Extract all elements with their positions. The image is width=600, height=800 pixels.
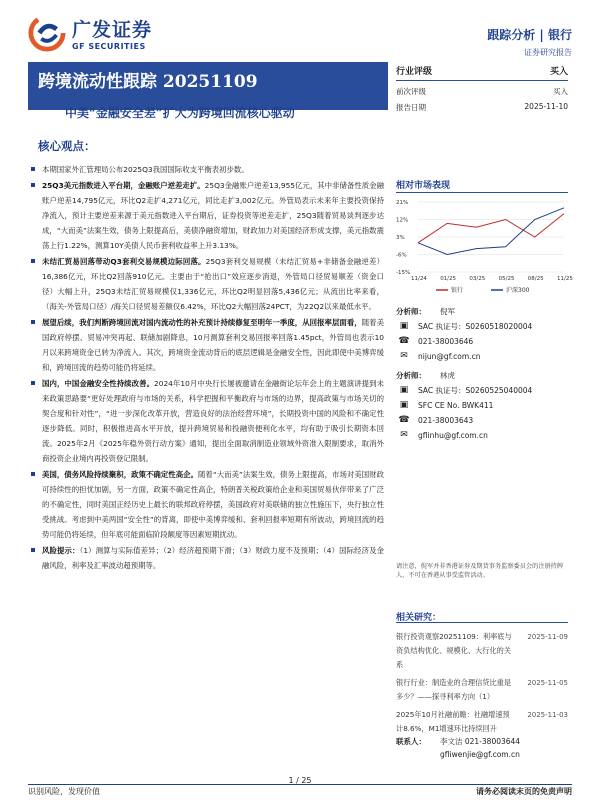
x-tick-label: 08/25 (527, 276, 544, 282)
analyst-phone: 021-38003643 (418, 415, 474, 425)
viewpoint-text: （1）测算与实际值差异；（2）经济超预期下滑；（3）财政力度不及预期；（4）国际经济及金融风险，利率及汇率波动超预期等。 (42, 546, 384, 570)
contact-text: 李文洁 021-38003644 (440, 737, 521, 746)
viewpoint-paragraph (28, 315, 384, 375)
report-category: 跟踪分析 | 银行 (487, 28, 572, 42)
rating-label: 行业评级 (396, 67, 433, 77)
disclaimer-note: 请注意，倪军并非香港证券及期货事务监察委员会的注册持牌人，不可在香港从事受监管活动。 (396, 563, 564, 579)
analyst-email[interactable]: gflinhu@gf.com.cn (418, 430, 488, 440)
related-research-item[interactable] (396, 676, 568, 704)
market-performance-title: 相对市场表现 (396, 181, 451, 191)
y-tick-label: 12% (396, 217, 409, 224)
legend-label: 银行 (451, 287, 464, 294)
footer-line (28, 784, 572, 785)
market-divider (396, 192, 568, 193)
analyst-name: 倪军 (440, 307, 455, 316)
viewpoint-text: 本期国家外汇管理局公布2025Q3我国国际收支平衡表初步数。 (42, 165, 249, 174)
footer-slogan: 识别风险，发现价值 (28, 787, 100, 796)
related-research-item[interactable] (396, 630, 568, 672)
report-subtitle: 中美“金融安全差”扩大为跨境回流核心驱动 (65, 106, 295, 120)
core-viewpoints-title: 核心观点： (38, 139, 96, 153)
related-research-title[interactable]: 2025年10月社融前瞻：社融增速预计8.6%，M1增速环比持续回升 (396, 710, 510, 733)
viewpoint-heading: 未结汇贸易回落带动Q3套利交易规模边际回落。 (42, 257, 206, 266)
id-card-icon: ▣ (399, 400, 409, 410)
id-card-icon: ▣ (399, 321, 409, 331)
legend-label: 沪深300 (506, 287, 530, 294)
report-title: 跨境流动性跟踪 20251109 (38, 72, 258, 92)
viewpoint-paragraph (28, 162, 384, 177)
viewpoint-text: 25Q3金融账户逆差13,955亿元，其中非储备性质金融账户逆差14,795亿元，环比Q2走扩4,271亿元，同比走扩3,002亿元。外管局表示未来年主要投资保持净流入，预计主要逆差来源于美元指数进入平台期后，证券投资等逆差走扩，25Q3随着贸易谈判逐步达成，“大而美”法案生效，债务上限提高后，美债净融资增加，财政加力对美国经济形成支撑，美元指数震荡上行1.22%，测算10Y美债人民币套利收益率上升3.13%。 (42, 181, 384, 250)
logo-en-text: GF SECURITIES (72, 42, 146, 51)
analyst-label: 分析师： (396, 307, 426, 316)
related-research-title[interactable]: 银行投资观察20251109：利率底与资负结构优化、规模化、大行化的关系 (396, 632, 512, 669)
viewpoint-heading: 25Q3美元指数进入平台期，金融账户逆差走扩。 (42, 181, 205, 190)
contact-label: 联系人： (396, 737, 426, 746)
y-tick-label: -6% (396, 252, 407, 259)
id-card-icon: ▣ (399, 385, 409, 395)
analyst-cfe: SFC CE No. BWK411 (418, 400, 494, 410)
analyst-email[interactable]: nijun@gf.com.cn (418, 351, 481, 361)
phone-icon: ☎ (398, 415, 410, 425)
prev-rating-value: 买入 (553, 87, 568, 96)
rating-value: 买入 (549, 67, 568, 77)
analyst-sac: SAC 执证号：S0260518020004 (418, 321, 533, 331)
x-tick-label: 01/25 (440, 276, 457, 282)
x-tick-label: 05/25 (498, 276, 515, 282)
report-type: 证券研究报告 (524, 48, 572, 57)
y-tick-label: 21% (396, 200, 409, 206)
viewpoint-text: 2024年10月中央行长屡被邀请在金融街论坛年会上的主题演讲提到未来政策思路要“更好处理政府与市场的关系，科学把握和平衡政府与市场的边界，提高政策与市场关切的契合度和针对性”，“进一步深化改革开放，营造良好的法治经营环境”，长期投资中国的风险和不确定性逐步降低。同时，积极推进高水平开放，提升跨境贸易和投融资便利化水平，均有助于吸引长期资本回流。2025年2月《2025年稳外资行动方案》通知，提出全面取消制造业领域外资准入限制要求，取消外商投资企业境内再投资登记限制。 (42, 379, 384, 463)
main-body (28, 162, 384, 574)
related-research-title: 相关研究： (396, 613, 442, 623)
related-research-date: 2025-11-03 (527, 711, 568, 719)
page-number: 1 / 25 (288, 776, 312, 785)
related-research-list (396, 630, 568, 740)
viewpoint-paragraph (28, 254, 384, 314)
gf-logo-icon (28, 14, 66, 52)
related-research-title[interactable]: 银行行业：制造业的合理信贷比重是多少？——探寻利率方向（1） (396, 678, 512, 701)
email-icon: ✉ (400, 351, 408, 361)
viewpoint-text: 随着“大而美”法案生效，债务上限提高，市场对美国财政可持续性的担忧加剧，另一方面，政策不确定性高企，特朗普关税政策给企业和美国贸易伙伴带来了广泛的不确定性，同时美国正经历史上最长的联邦政府停摆，美国政府对美联储的独立性施压下，央行独立性受挑战。考虑到中美两国“安全性”的背离，即使中美博弈缓和、套利回报率短期有所波动，跨境回流的趋势可能仍将延续，但年底可能面临阶段额度等因素短期扰动。 (42, 470, 384, 539)
y-tick-label: -15% (396, 270, 411, 276)
x-tick-label: 11/25 (557, 276, 573, 282)
viewpoint-heading: 风险提示： (42, 546, 80, 555)
logo-cn-text: 广发证券 (72, 19, 153, 41)
analyst-name: 林虎 (440, 371, 455, 380)
viewpoint-text: 25Q3套利交易规模（未结汇贸易+非储备金融逆差）16,386亿元，环比Q2回落910亿元。主要由于“抢出口”效应逐步消退，外管局口径贸易顺差（资金口径）大幅上升，25Q3未结汇贸易规模仅1,336亿元，环比Q2明显回落5,436亿元；从流出比率来看，（海关-外管局口径）/海关口径贸易差额仅6.42%，环比Q2大幅回落24PCT，为22Q2以来最低水平。 (42, 257, 384, 311)
viewpoint-paragraph (28, 178, 384, 253)
viewpoint-text: 随着美国政府停摆、贸易冲突再起、联储加剧降息，10月测算套利交易回报率回落1.45pct，外管局也表示10月以来跨境资金已转为净流入。其次，跨境资金流动背后的底层逻辑是金融安全性，因此即使中美博弈缓和，跨境回流的趋势可能仍将延续。 (42, 318, 384, 372)
prev-rating-label: 前次评级 (396, 87, 426, 96)
viewpoint-heading: 国内，中国金融安全性持续改善。 (42, 379, 155, 388)
report-date-label: 报告日期 (396, 103, 426, 112)
analyst-section (396, 306, 568, 444)
analyst-label: 分析师： (396, 371, 426, 380)
viewpoint-paragraph (28, 543, 384, 573)
company-logo (28, 14, 152, 52)
series-line-0 (418, 214, 564, 243)
viewpoint-paragraph (28, 467, 384, 542)
related-research-date: 2025-11-09 (527, 633, 568, 641)
report-date-value: 2025-11-10 (524, 102, 568, 111)
viewpoint-heading: 展望后续，我们判断跨境回流对国内流动性的补充预计持续修复至明年一季度，从回报率层面看， (42, 318, 362, 327)
contact-email[interactable]: gfliwenjie@gf.com.cn (440, 750, 520, 759)
related-divider (396, 622, 568, 623)
x-tick-label: 03/25 (469, 276, 486, 282)
analyst-sac: SAC 执证号：S0260525040004 (418, 385, 533, 395)
viewpoint-paragraph (28, 376, 384, 466)
email-icon: ✉ (400, 430, 408, 440)
analyst-phone: 021-38003646 (418, 336, 474, 346)
market-chart (396, 196, 573, 296)
viewpoint-heading: 美国，债务风险持续聚积，政策不确定性高企。 (42, 470, 198, 479)
related-research-date: 2025-11-05 (527, 679, 568, 687)
y-tick-label: 3% (396, 235, 405, 241)
rating-box (396, 64, 568, 113)
footer-disclaimer: 请务必阅读末页的免责声明 (476, 787, 572, 796)
x-tick-label: 11/24 (411, 276, 427, 282)
phone-icon: ☎ (398, 336, 410, 346)
related-research-item[interactable] (396, 708, 568, 736)
